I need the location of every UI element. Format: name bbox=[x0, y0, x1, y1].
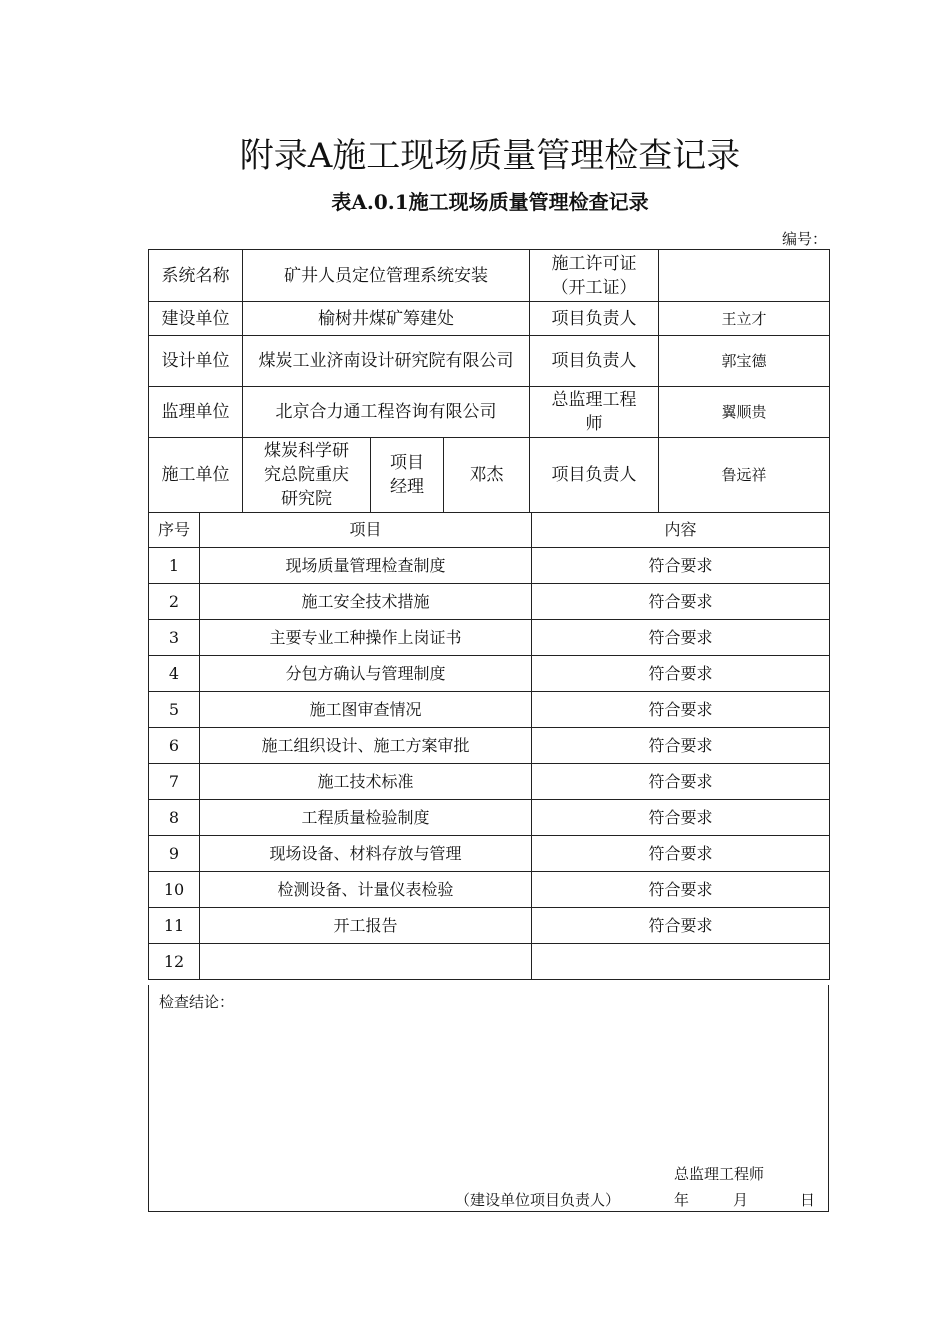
row-content: 符合要求 bbox=[532, 872, 830, 908]
contractor-pm-value: 鲁远祥 bbox=[659, 438, 830, 513]
system-name-label: 系统名称 bbox=[149, 250, 243, 302]
row-item: 施工安全技术措施 bbox=[200, 584, 532, 620]
row-no: 8 bbox=[149, 800, 200, 836]
row-content: 符合要求 bbox=[532, 908, 830, 944]
contractor-value: 煤炭科学研究总院重庆研究院 bbox=[243, 438, 371, 513]
row-no: 4 bbox=[149, 656, 200, 692]
page-title: 附录A施工现场质量管理检查记录 bbox=[239, 136, 741, 176]
chief-engineer-label: 总监理工程师 bbox=[530, 387, 659, 438]
designer-pm-value: 郭宝德 bbox=[659, 336, 830, 387]
row-item bbox=[200, 944, 532, 980]
project-info-table bbox=[148, 249, 830, 513]
row-no: 6 bbox=[149, 728, 200, 764]
table-row bbox=[149, 836, 830, 872]
header-content: 内容 bbox=[532, 513, 830, 548]
table-row bbox=[149, 944, 830, 980]
row-content: 符合要求 bbox=[532, 728, 830, 764]
table-row bbox=[149, 872, 830, 908]
row-no: 7 bbox=[149, 764, 200, 800]
contractor-manager-label: 项目经理 bbox=[371, 438, 444, 513]
permit-label: 施工许可证（开工证） bbox=[530, 250, 659, 302]
table-row bbox=[149, 620, 830, 656]
table-subtitle: 表A.0.1施工现场质量管理检查记录 bbox=[331, 190, 649, 214]
builder-pm-value: 王立才 bbox=[659, 302, 830, 336]
designer-label: 设计单位 bbox=[149, 336, 243, 387]
contractor-manager-value: 邓杰 bbox=[444, 438, 530, 513]
checklist-table bbox=[148, 512, 830, 980]
row-content: 符合要求 bbox=[532, 836, 830, 872]
row-content: 符合要求 bbox=[532, 692, 830, 728]
supervisor-label: 监理单位 bbox=[149, 387, 243, 438]
designer-pm-label: 项目负责人 bbox=[530, 336, 659, 387]
row-no: 10 bbox=[149, 872, 200, 908]
row-content: 符合要求 bbox=[532, 584, 830, 620]
row-no: 3 bbox=[149, 620, 200, 656]
row-item: 现场设备、材料存放与管理 bbox=[200, 836, 532, 872]
contractor-label: 施工单位 bbox=[149, 438, 243, 513]
system-name-value: 矿井人员定位管理系统安装 bbox=[243, 250, 530, 302]
row-no: 5 bbox=[149, 692, 200, 728]
header-item: 项目 bbox=[200, 513, 532, 548]
row-item: 施工组织设计、施工方案审批 bbox=[200, 728, 532, 764]
row-item: 施工图审查情况 bbox=[200, 692, 532, 728]
checklist-header-row bbox=[149, 513, 830, 548]
row-item: 主要专业工种操作上岗证书 bbox=[200, 620, 532, 656]
table-row bbox=[149, 728, 830, 764]
header-no: 序号 bbox=[149, 513, 200, 548]
date-month-label: 月 bbox=[733, 1191, 749, 1209]
row-no: 12 bbox=[149, 944, 200, 980]
row-content: 符合要求 bbox=[532, 800, 830, 836]
date-day-label: 日 bbox=[800, 1191, 816, 1209]
builder-pm-signature-label: （建设单位项目负责人） bbox=[455, 1191, 621, 1209]
table-row bbox=[149, 656, 830, 692]
builder-label: 建设单位 bbox=[149, 302, 243, 336]
row-content: 符合要求 bbox=[532, 764, 830, 800]
table-row bbox=[149, 692, 830, 728]
conclusion-label: 检查结论： bbox=[159, 993, 235, 1011]
row-content: 符合要求 bbox=[532, 656, 830, 692]
row-no: 1 bbox=[149, 548, 200, 584]
row-content bbox=[532, 944, 830, 980]
row-content: 符合要求 bbox=[532, 620, 830, 656]
supervisor-value: 北京合力通工程咨询有限公司 bbox=[243, 387, 530, 438]
row-item: 分包方确认与管理制度 bbox=[200, 656, 532, 692]
record-number-label: 编号： bbox=[782, 230, 828, 248]
row-item: 检测设备、计量仪表检验 bbox=[200, 872, 532, 908]
table-row bbox=[149, 800, 830, 836]
row-content: 符合要求 bbox=[532, 548, 830, 584]
builder-value: 榆树井煤矿筹建处 bbox=[243, 302, 530, 336]
row-item: 现场质量管理检查制度 bbox=[200, 548, 532, 584]
conclusion-box bbox=[148, 985, 829, 1212]
row-item: 工程质量检验制度 bbox=[200, 800, 532, 836]
row-no: 2 bbox=[149, 584, 200, 620]
designer-value: 煤炭工业济南设计研究院有限公司 bbox=[243, 336, 530, 387]
table-row bbox=[149, 584, 830, 620]
table-row bbox=[149, 548, 830, 584]
chief-engineer-value: 翼顺贵 bbox=[659, 387, 830, 438]
row-item: 施工技术标准 bbox=[200, 764, 532, 800]
table-row bbox=[149, 908, 830, 944]
row-no: 9 bbox=[149, 836, 200, 872]
permit-value bbox=[659, 250, 830, 302]
builder-pm-label: 项目负责人 bbox=[530, 302, 659, 336]
table-row bbox=[149, 764, 830, 800]
row-item: 开工报告 bbox=[200, 908, 532, 944]
date-year-label: 年 bbox=[674, 1191, 690, 1209]
contractor-pm-label: 项目负责人 bbox=[530, 438, 659, 513]
chief-engineer-signature-label: 总监理工程师 bbox=[674, 1165, 765, 1183]
row-no: 11 bbox=[149, 908, 200, 944]
